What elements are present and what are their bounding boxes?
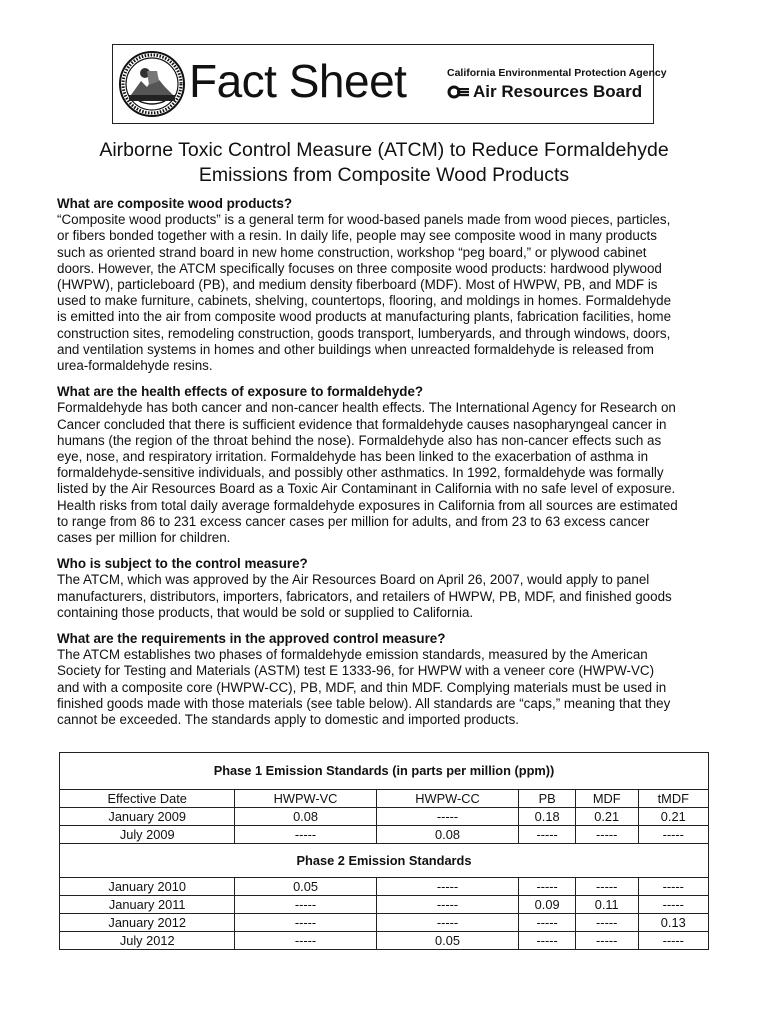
body-text-line: is emitted into the air from composite wood products at manufacturing plants, fabrication facilities, home	[57, 309, 672, 325]
body-text-line: containing those products, that would be sold or supplied to California.	[57, 604, 474, 620]
body-text-line: and with a composite core (HWPW-CC), PB, MDF, and thin MDF. Complying materials must be used in	[57, 679, 667, 695]
body-text-line: eye, nose, and respiratory irritation. Formaldehyde has been linked to the exacerbation of asthma in	[57, 449, 649, 465]
body-text-line: to range from 86 to 231 excess cancer cases per million for adults, and from 23 to 63 excess cancer	[57, 513, 650, 529]
table-cell: -----	[376, 878, 519, 896]
title-line-1: Airborne Toxic Control Measure (ATCM) to Reduce Formaldehyde	[99, 139, 669, 161]
body-text-line: doors. However, the ATCM specifically focuses on three composite wood products: hardwood plywood	[57, 260, 662, 276]
agency-name: California Environmental Protection Agency	[447, 67, 667, 79]
body-text-line: Formaldehyde has both cancer and non-cancer health effects. The International Agency for Research on	[57, 400, 676, 416]
body-text-line: and ventilation systems in homes and other buildings when unreacted formaldehyde is released from	[57, 341, 654, 357]
section	[57, 556, 713, 621]
body-text-line: manufacturers, distributors, importers, fabricators, and retailers of HWPW, PB, MDF, and finished goods	[57, 588, 672, 604]
table-cell: HWPW-CC	[376, 790, 519, 808]
fact-sheet-header	[112, 44, 667, 124]
table-cell: January 2009	[60, 808, 235, 826]
table-cell: -----	[519, 826, 576, 844]
table-cell: January 2012	[60, 914, 235, 932]
body-text-line: Health risks from total daily average formaldehyde exposures in California from all sources are estimated	[57, 497, 678, 513]
table-cell: 0.08	[235, 808, 376, 826]
table-cell: January 2011	[60, 896, 235, 914]
section-question: Who is subject to the control measure?	[57, 556, 308, 572]
body-text-line: construction sites, remodeling construction, goods transport, lumberyards, and through windows, doors,	[57, 325, 671, 341]
body-text-line: cases per million for children.	[57, 530, 231, 546]
table-cell: 0.18	[519, 808, 576, 826]
table-cell: 0.13	[638, 914, 708, 932]
table-cell: 0.05	[376, 932, 519, 950]
table-cell: -----	[519, 914, 576, 932]
table-cell: -----	[235, 932, 376, 950]
table-cell: -----	[235, 896, 376, 914]
table-cell: 0.21	[575, 808, 638, 826]
table-row	[60, 932, 709, 950]
agency-block	[447, 67, 667, 101]
body-text-line: or fibers bonded together with a resin. In daily life, people may see composite wood in many products	[57, 228, 657, 244]
table-cell: PB	[519, 790, 576, 808]
table-cell: 0.09	[519, 896, 576, 914]
table-cell: -----	[575, 932, 638, 950]
arb-logo-icon	[447, 85, 469, 99]
document-title	[60, 138, 708, 188]
table-cell: tMDF	[638, 790, 708, 808]
body-text-line: listed by the Air Resources Board as a Toxic Air Contaminant in California with no safe level of exposure.	[57, 481, 676, 497]
table-cell: -----	[575, 878, 638, 896]
body-text-line: urea-formaldehyde resins.	[57, 358, 213, 374]
board-name: Air Resources Board	[473, 82, 643, 101]
section-question: What are composite wood products?	[57, 196, 293, 211]
body-text-line: humans (the region of the throat behind the nose). Formaldehyde also has non-cancer effects such as	[57, 432, 662, 448]
document-body	[57, 196, 713, 738]
emission-standards-table	[59, 752, 709, 950]
fact-sheet-title: Fact Sheet	[189, 55, 407, 107]
body-text-line: Society for Testing and Materials (ASTM) test E 1333-96, for HWPW with a veneer core (HWPW-VC)	[57, 663, 655, 679]
section-question: What are the requirements in the approved control measure?	[57, 631, 446, 647]
table-cell: 0.08	[376, 826, 519, 844]
table-header-row	[60, 790, 709, 808]
phase2-title-row-cell: Phase 2 Emission Standards	[60, 844, 709, 878]
body-text-line: The ATCM establishes two phases of formaldehyde emission standards, measured by the American	[57, 647, 648, 663]
table-cell: 0.05	[235, 878, 376, 896]
table-row	[60, 808, 709, 826]
table-cell: -----	[376, 914, 519, 932]
table-cell: -----	[575, 826, 638, 844]
section	[57, 196, 713, 374]
table-cell: January 2010	[60, 878, 235, 896]
section	[57, 384, 713, 546]
table-row	[60, 826, 709, 844]
table-row	[60, 878, 709, 896]
state-seal-icon	[119, 51, 185, 117]
table-cell: -----	[235, 826, 376, 844]
table-cell: -----	[638, 896, 708, 914]
board-row	[447, 83, 647, 101]
body-text-line: such as oriented strand board in new home construction, workshop “peg board,” or plywood cabinet	[57, 244, 647, 260]
table-cell: -----	[638, 826, 708, 844]
table-cell: MDF	[575, 790, 638, 808]
body-text-line: “Composite wood products” is a general term for wood-based panels made from wood pieces, particles,	[57, 212, 671, 228]
body-text-line: finished goods made with those materials (see table below). All standards are “caps,” meaning that they	[57, 695, 671, 711]
phase1-title-row-cell: Phase 1 Emission Standards (in parts per million (ppm))	[60, 753, 709, 790]
body-text-line: The ATCM, which was approved by the Air Resources Board on April 26, 2007, would apply to panel	[57, 572, 650, 588]
table-row	[60, 896, 709, 914]
table-cell: July 2012	[60, 932, 235, 950]
table-cell: Effective Date	[60, 790, 235, 808]
phase2-title-row	[60, 844, 709, 878]
table-cell: -----	[575, 914, 638, 932]
table-cell: -----	[235, 914, 376, 932]
table-cell: -----	[519, 878, 576, 896]
table-row	[60, 914, 709, 932]
table-cell: -----	[519, 932, 576, 950]
table-cell: 0.11	[575, 896, 638, 914]
table-cell: -----	[376, 808, 519, 826]
body-text-line: formaldehyde-sensitive individuals, and possibly other asthmatics. In 1992, formaldehyde was formally	[57, 465, 664, 481]
table-cell: 0.21	[638, 808, 708, 826]
body-text-line: cannot be exceeded. The standards apply to domestic and imported products.	[57, 712, 520, 728]
table-cell: -----	[638, 932, 708, 950]
table-cell: -----	[376, 896, 519, 914]
title-line-2: Emissions from Composite Wood Products	[198, 164, 570, 186]
section	[57, 631, 713, 728]
table-cell: HWPW-VC	[235, 790, 376, 808]
body-text-line: Cancer concluded that there is sufficient evidence that formaldehyde causes nasopharyngeal cancer in	[57, 416, 667, 432]
table-cell: July 2009	[60, 826, 235, 844]
phase1-title-row	[60, 753, 709, 790]
section-question: What are the health effects of exposure to formaldehyde?	[57, 384, 424, 400]
body-text-line: used to make furniture, cabinets, shelving, countertops, flooring, and moldings in homes. Formaldehyde	[57, 293, 672, 309]
table-cell: -----	[638, 878, 708, 896]
body-text-line: (HWPW), particleboard (PB), and medium density fiberboard (MDF). Most of HWPW, PB, and MDF is	[57, 277, 658, 293]
